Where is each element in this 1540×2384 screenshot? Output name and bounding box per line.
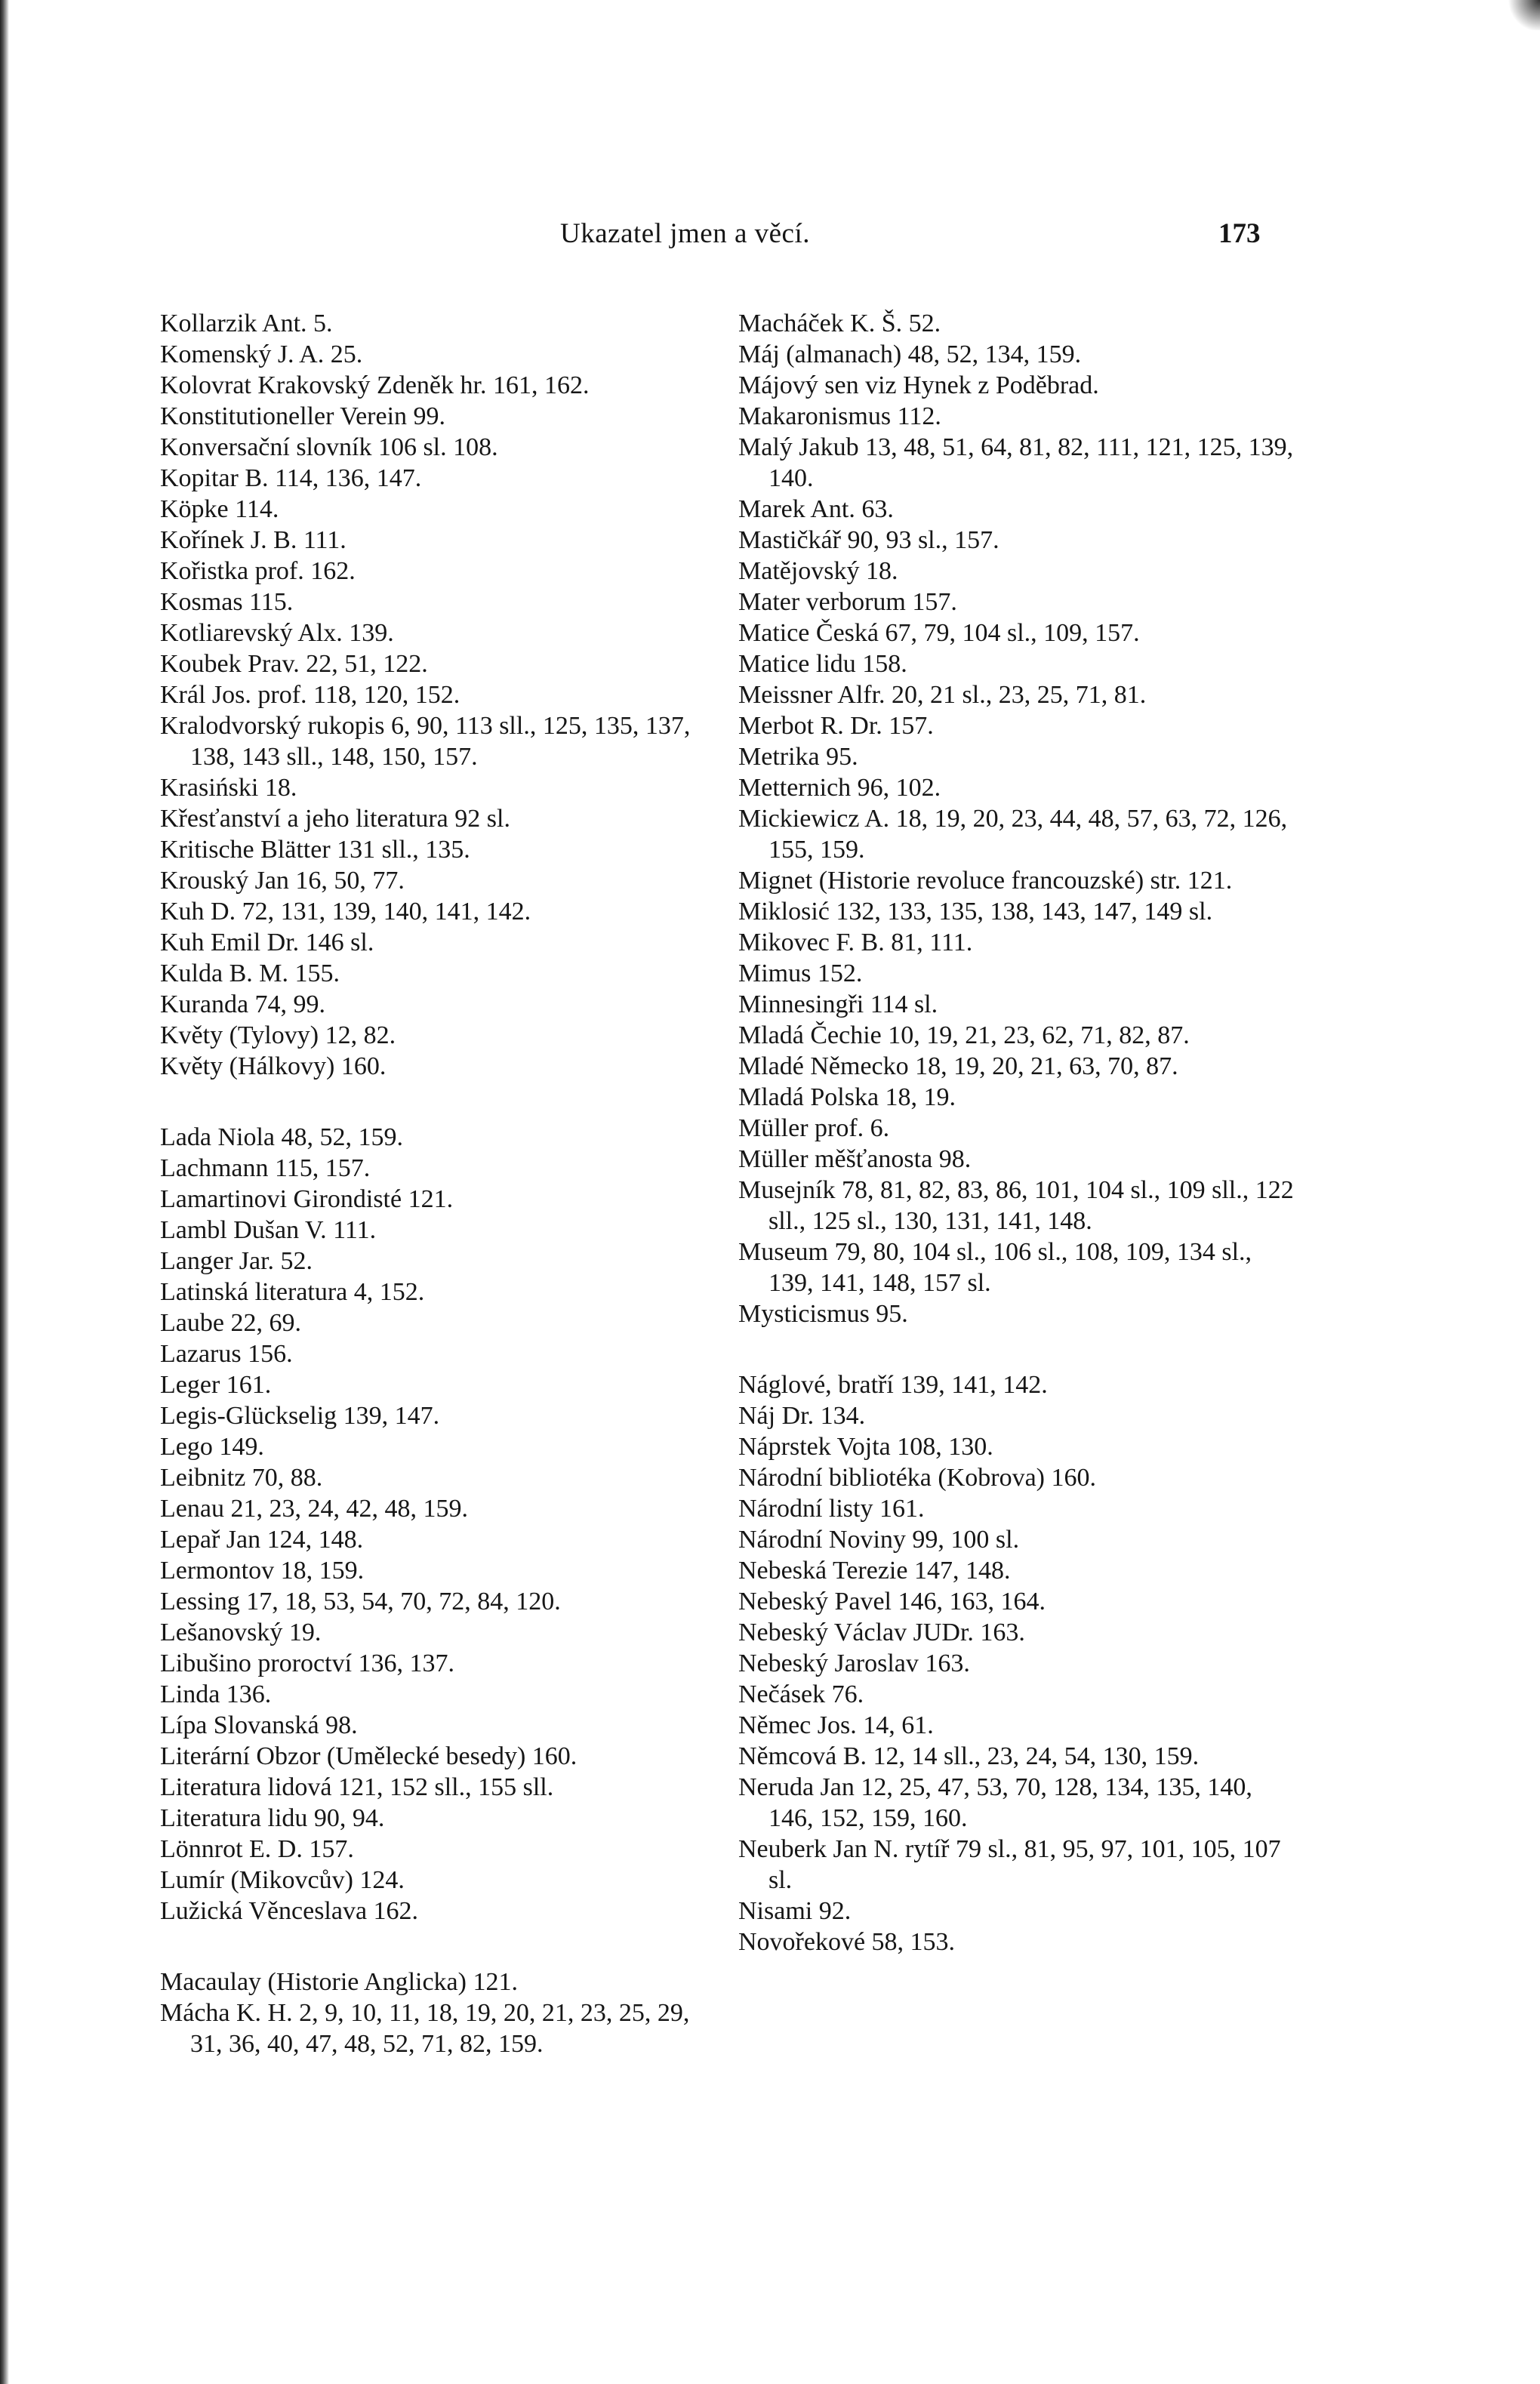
index-entry: Mácha K. H. 2, 9, 10, 11, 18, 19, 20, 21, 23, 25, 29, 31, 36, 40, 47, 48, 52, 71, 82, 159. (160, 1999, 690, 2058)
index-entry: Matice Česká 67, 79, 104 sl., 109, 157. (738, 619, 1140, 647)
index-entry: Koubek Prav. 22, 51, 122. (160, 650, 428, 678)
index-entry: Nečásek 76. (738, 1680, 864, 1708)
index-entry: Meissner Alfr. 20, 21 sl., 23, 25, 71, 81. (738, 681, 1147, 709)
index-entry: Macaulay (Historie Anglicka) 121. (160, 1968, 518, 1996)
index-entry: Neuberk Jan N. rytíř 79 sl., 81, 95, 97, 101, 105, 107 sl. (738, 1835, 1281, 1894)
index-entry: Lönnrot E. D. 157. (160, 1835, 354, 1863)
index-entry: Lumír (Mikovcův) 124. (160, 1866, 405, 1894)
index-entry: Lazarus 156. (160, 1340, 293, 1368)
index-entry: Kotliarevský Alx. 139. (160, 619, 394, 647)
index-entry: Kořistka prof. 162. (160, 557, 356, 585)
index-column-left (160, 308, 719, 2059)
index-entry: Novořekové 58, 153. (738, 1928, 956, 1956)
index-entry: Köpke 114. (160, 495, 279, 523)
index-entry: Matějovský 18. (738, 557, 898, 585)
index-entry: Mastičkář 90, 93 sl., 157. (738, 526, 999, 554)
index-entry: Kuh D. 72, 131, 139, 140, 141, 142. (160, 898, 531, 926)
index-entry: Macháček K. Š. 52. (738, 310, 941, 337)
index-entry: Lada Niola 48, 52, 159. (160, 1123, 403, 1151)
index-entry: Kollarzik Ant. 5. (160, 310, 333, 337)
index-entry: Literatura lidu 90, 94. (160, 1804, 385, 1832)
index-entry: Nebeský Pavel 146, 163, 164. (738, 1588, 1046, 1616)
index-entry: Nebeská Terezie 147, 148. (738, 1557, 1011, 1585)
index-entry: Lenau 21, 23, 24, 42, 48, 159. (160, 1495, 468, 1523)
index-entry: Náprstek Vojta 108, 130. (738, 1433, 993, 1461)
index-entry: Lípa Slovanská 98. (160, 1711, 358, 1739)
index-entry: Mignet (Historie revoluce francouzské) str. 121. (738, 867, 1233, 895)
index-entry: Kopitar B. 114, 136, 147. (160, 464, 422, 492)
index-entry: Lužická Věnceslava 162. (160, 1897, 419, 1925)
index-entry: Museum 79, 80, 104 sl., 106 sl., 108, 109, 134 sl., 139, 141, 148, 157 sl. (738, 1238, 1252, 1297)
index-entry: Kritische Blätter 131 sll., 135. (160, 836, 470, 864)
index-entry: Krasiński 18. (160, 774, 297, 802)
index-entry: Máj (almanach) 48, 52, 134, 159. (738, 340, 1082, 368)
index-entry: Mladé Německo 18, 19, 20, 21, 63, 70, 87. (738, 1052, 1178, 1080)
index-entry: Nebeský Jaroslav 163. (738, 1649, 970, 1677)
index-entry: Kuranda 74, 99. (160, 990, 326, 1018)
index-entry: Makaronismus 112. (738, 402, 941, 430)
index-entry: Lego 149. (160, 1433, 264, 1461)
index-entry: Musejník 78, 81, 82, 83, 86, 101, 104 sl., 109 sll., 122 sll., 125 sl., 130, 131, 141, 148. (738, 1176, 1294, 1235)
index-entry: Národní listy 161. (738, 1495, 925, 1523)
index-entry: Legis-Glückselig 139, 147. (160, 1402, 440, 1430)
index-entry: Lamartinovi Girondisté 121. (160, 1185, 454, 1213)
index-entry: Neruda Jan 12, 25, 47, 53, 70, 128, 134, 135, 140, 146, 152, 159, 160. (738, 1773, 1252, 1832)
section-gap (160, 1927, 719, 1967)
index-entry: Müller měšťanosta 98. (738, 1145, 972, 1173)
index-entry: Náj Dr. 134. (738, 1402, 866, 1430)
running-title: Ukazatel jmen a věcí. (560, 218, 810, 249)
index-entry: Národní Noviny 99, 100 sl. (738, 1526, 1020, 1554)
index-entry: Mysticismus 95. (738, 1300, 908, 1328)
index-entry: Metrika 95. (738, 743, 858, 771)
index-entry: Merbot R. Dr. 157. (738, 712, 934, 740)
index-entry: Kořínek J. B. 111. (160, 526, 346, 554)
index-entry: Müller prof. 6. (738, 1114, 890, 1142)
section-gap (738, 1329, 1297, 1369)
index-entry: Lachmann 115, 157. (160, 1154, 371, 1182)
index-entry: Metternich 96, 102. (738, 774, 941, 802)
index-entry: Laube 22, 69. (160, 1309, 301, 1337)
index-entry: Kulda B. M. 155. (160, 959, 340, 987)
index-column-right (738, 308, 1297, 1957)
index-entry: Miklosić 132, 133, 135, 138, 143, 147, 149 sl. (738, 898, 1213, 926)
index-entry: Literární Obzor (Umělecké besedy) 160. (160, 1742, 578, 1770)
index-entry: Libušino proroctví 136, 137. (160, 1649, 455, 1677)
index-entry: Konversační slovník 106 sl. 108. (160, 433, 498, 461)
index-entry: Minnesingři 114 sl. (738, 990, 938, 1018)
index-entry: Konstitutioneller Verein 99. (160, 402, 446, 430)
index-entry: Kuh Emil Dr. 146 sl. (160, 929, 374, 956)
index-entry: Leger 161. (160, 1371, 272, 1399)
index-entry: Komenský J. A. 25. (160, 340, 363, 368)
index-entry: Lermontov 18, 159. (160, 1557, 365, 1585)
index-entry: Němec Jos. 14, 61. (738, 1711, 934, 1739)
index-entry: Langer Jar. 52. (160, 1247, 313, 1275)
index-entry: Lepař Jan 124, 148. (160, 1526, 364, 1554)
index-entry: Kosmas 115. (160, 588, 294, 616)
index-entry: Lambl Dušan V. 111. (160, 1216, 377, 1244)
index-entry: Latinská literatura 4, 152. (160, 1278, 425, 1306)
index-entry: Mater verborum 157. (738, 588, 957, 616)
index-entry: Leibnitz 70, 88. (160, 1464, 323, 1492)
page-header (0, 211, 1540, 257)
index-entry: Lessing 17, 18, 53, 54, 70, 72, 84, 120. (160, 1588, 561, 1616)
scan-corner-shadow (1487, 0, 1540, 30)
index-entry: Malý Jakub 13, 48, 51, 64, 81, 82, 111, 121, 125, 139, 140. (738, 433, 1294, 492)
page-number: 173 (1218, 218, 1261, 249)
index-entry: Květy (Hálkovy) 160. (160, 1052, 387, 1080)
index-entry: Nebeský Václav JUDr. 163. (738, 1619, 1025, 1646)
index-entry: Národní bibliotéka (Kobrova) 160. (738, 1464, 1096, 1492)
index-entry: Král Jos. prof. 118, 120, 152. (160, 681, 460, 709)
index-entry: Kolovrat Krakovský Zdeněk hr. 161, 162. (160, 371, 590, 399)
index-entry: Májový sen viz Hynek z Poděbrad. (738, 371, 1099, 399)
index-entry: Mickiewicz A. 18, 19, 20, 23, 44, 48, 57, 63, 72, 126, 155, 159. (738, 805, 1288, 864)
index-entry: Kralodvorský rukopis 6, 90, 113 sll., 125, 135, 137, 138, 143 sll., 148, 150, 157. (160, 712, 691, 771)
index-entry: Mikovec F. B. 81, 111. (738, 929, 973, 956)
index-entry: Marek Ant. 63. (738, 495, 894, 523)
index-entry: Mladá Polska 18, 19. (738, 1083, 956, 1111)
index-entry: Literatura lidová 121, 152 sll., 155 sll. (160, 1773, 554, 1801)
index-entry: Nisami 92. (738, 1897, 852, 1925)
index-entry: Lešanovský 19. (160, 1619, 322, 1646)
section-gap (160, 1082, 719, 1122)
index-entry: Křesťanství a jeho literatura 92 sl. (160, 805, 510, 833)
index-entry: Linda 136. (160, 1680, 272, 1708)
index-entry: Mladá Čechie 10, 19, 21, 23, 62, 71, 82, 87. (738, 1021, 1190, 1049)
index-entry: Krouský Jan 16, 50, 77. (160, 867, 405, 895)
index-entry: Mimus 152. (738, 959, 863, 987)
index-entry: Matice lidu 158. (738, 650, 907, 678)
index-entry: Květy (Tylovy) 12, 82. (160, 1021, 396, 1049)
index-entry: Němcová B. 12, 14 sll., 23, 24, 54, 130, 159. (738, 1742, 1200, 1770)
index-entry: Náglové, bratří 139, 141, 142. (738, 1371, 1048, 1399)
scan-left-edge (0, 0, 9, 2384)
